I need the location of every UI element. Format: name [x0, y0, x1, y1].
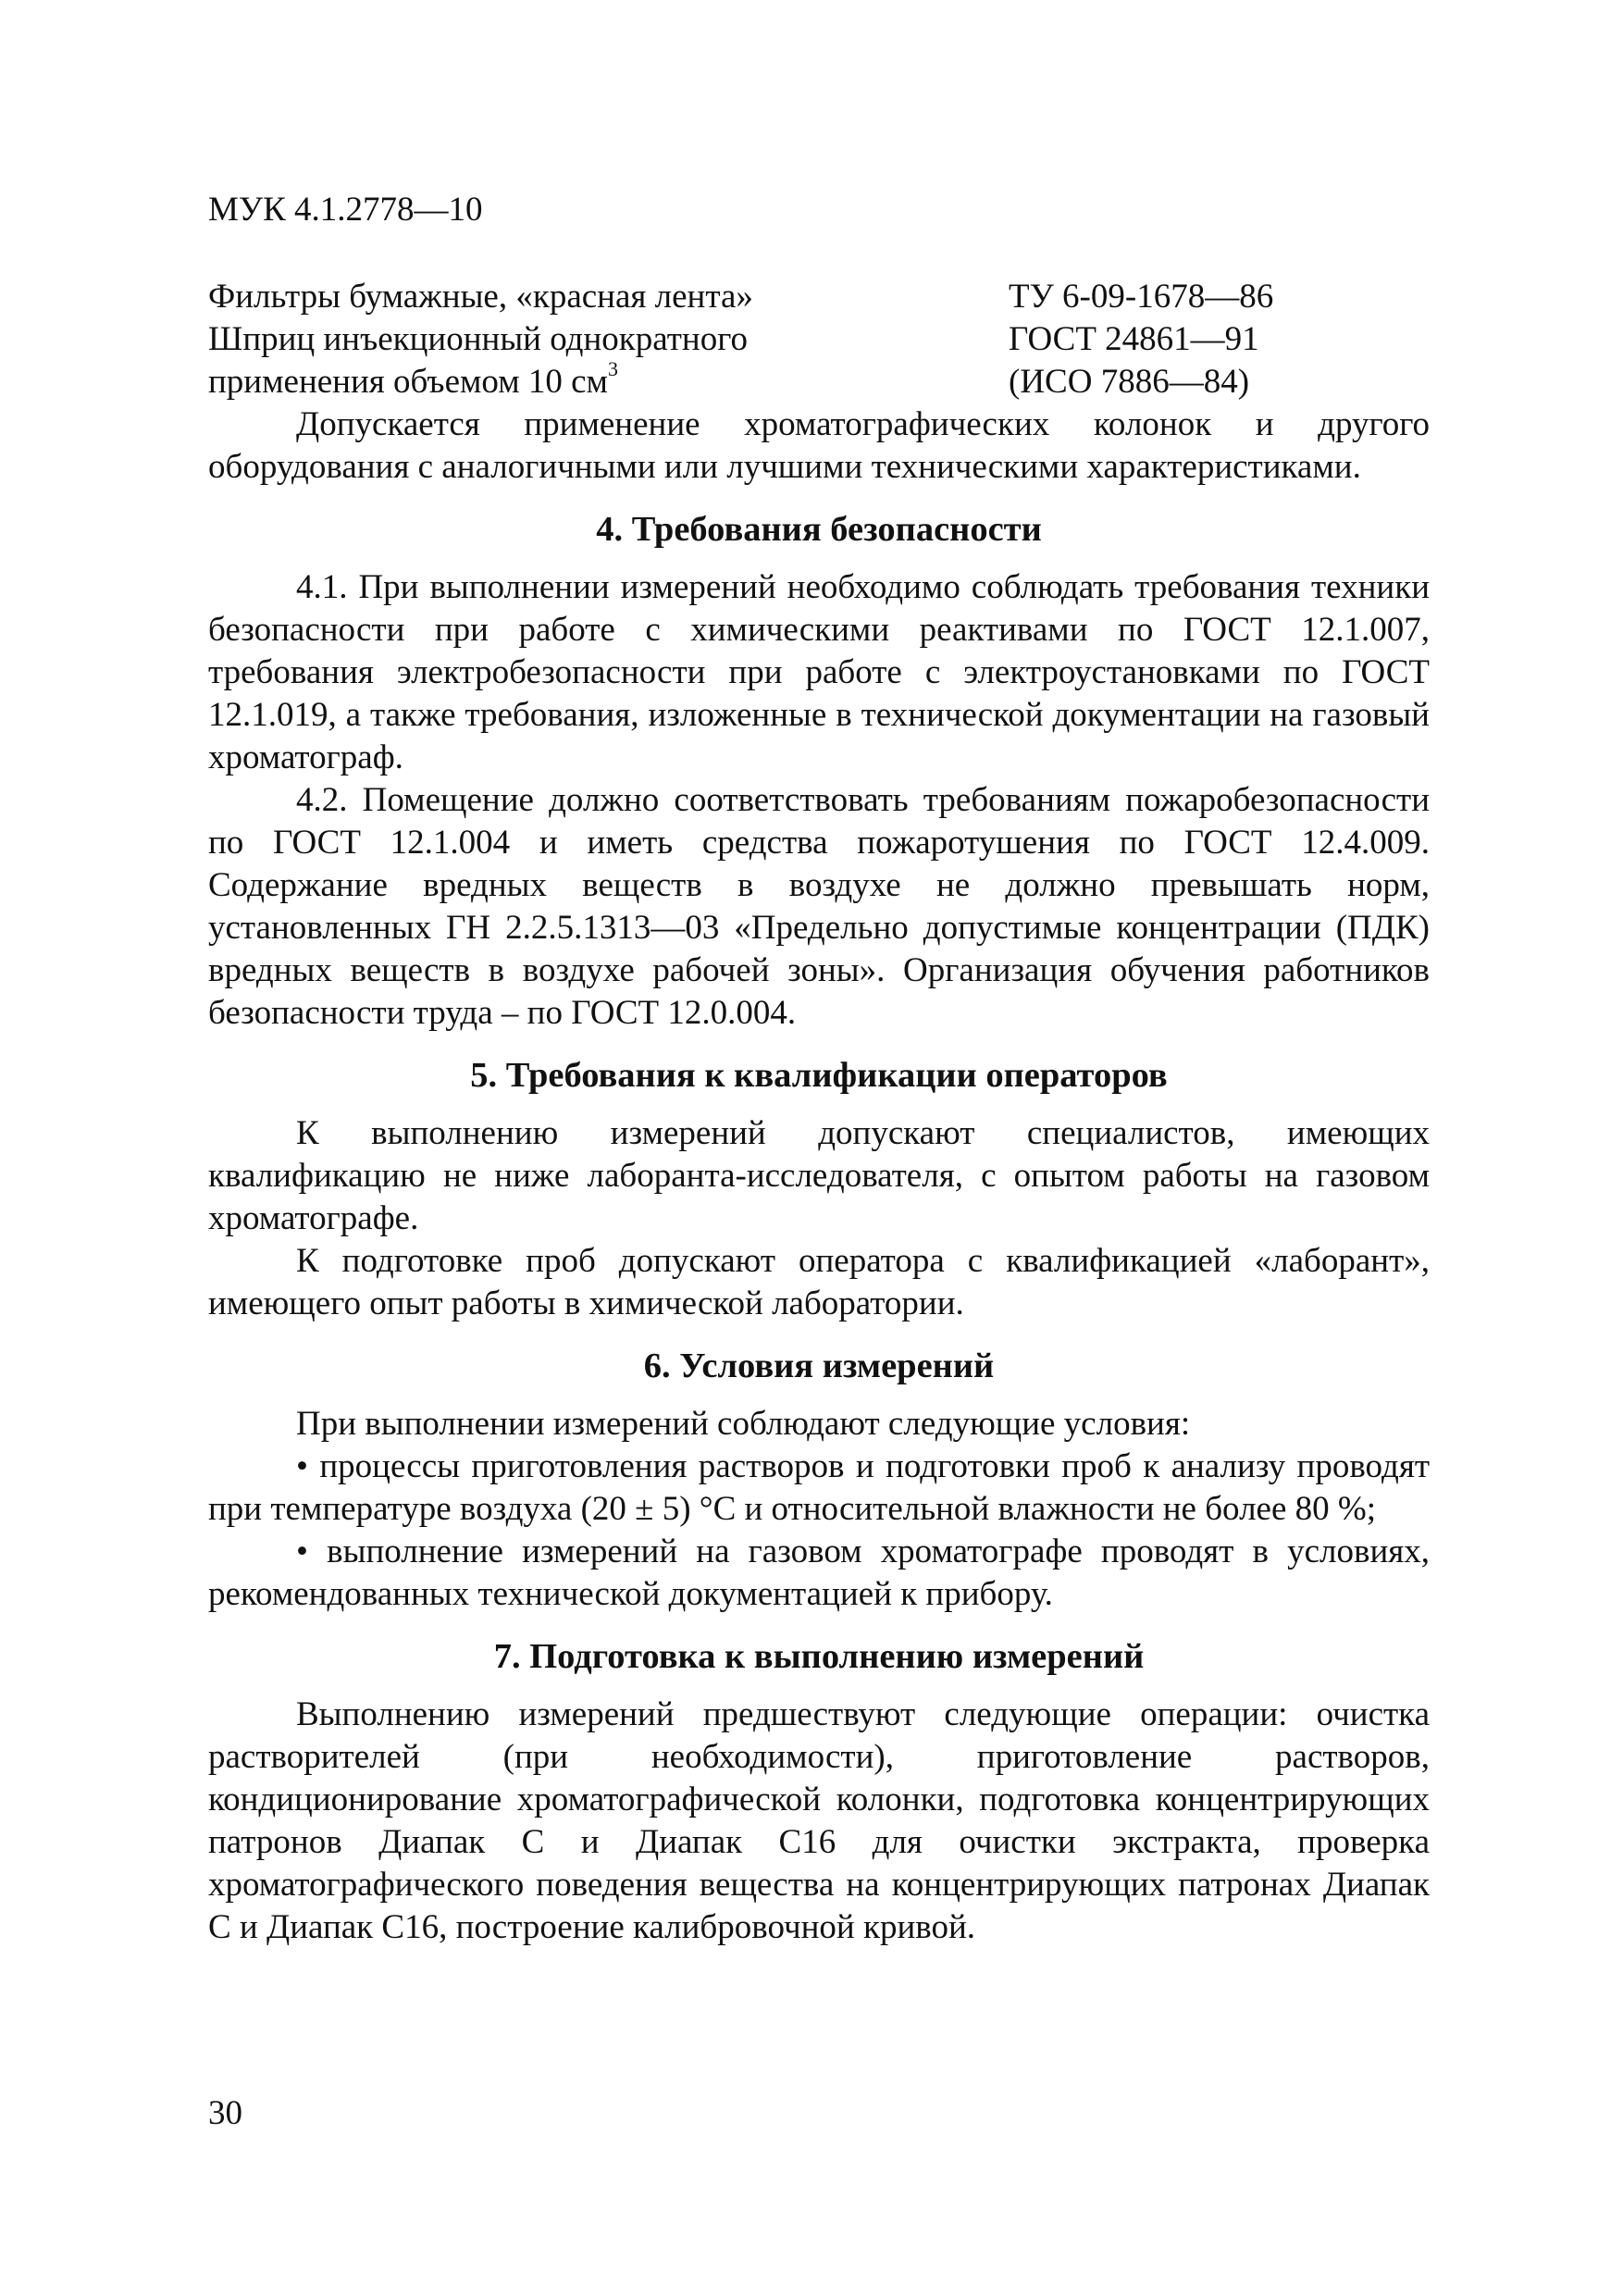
equipment-name-wrap: [208, 357, 618, 403]
equipment-item: [208, 276, 1430, 318]
section-6-intro: При выполнении измерений соблюдают следующие условия:: [296, 1405, 1191, 1443]
equipment-spec: ТУ 6-09-1678—86: [1009, 278, 1274, 316]
section-7-paragraph-1: Выполнению измерений предшествуют следующие операции: очистка растворителей (при необходимости), приготовление растворов, кондиционирование хроматографической колонки, подготовка концентрирующих патронов Диапак С и Диапак С16 для очистки экстракта, проверка хроматографического поведения вещества на концентрирующих патронах Диапак С и Диапак С16, построение калибровочной кривой.: [208, 1695, 1430, 1946]
equipment-name: Шприц инъекционный однократного: [208, 320, 748, 358]
section-4-paragraph-2: 4.2. Помещение должно соответствовать требованиям пожаробезопасности по ГОСТ 12.1.004 и иметь средства пожаротушения по ГОСТ 12.4.009. Содержание вредных веществ в воздухе не должно превышать норм, установленных ГН 2.2.5.1313—03 «Предельно допустимые концентрации (ПДК) вредных веществ в воздухе рабочей зоны». Организация обучения работников безопасности труда – по ГОСТ 12.0.004.: [208, 781, 1430, 1032]
section-6-bullet-1: [208, 1446, 1430, 1531]
section-6-title: 6. Условия измерений: [643, 1347, 995, 1385]
equipment-name: Фильтры бумажные, «красная лента»: [208, 278, 753, 316]
equipment-list: [208, 276, 1430, 403]
section-5-title: 5. Требования к квалификации операторов: [470, 1056, 1168, 1095]
equipment-spec: ГОСТ 24861—91: [1009, 320, 1259, 358]
section-4-title: 4. Требования безопасности: [596, 510, 1042, 549]
page-number: 30: [208, 2094, 242, 2132]
bullet-icon: •: [296, 1533, 308, 1570]
equipment-spec: (ИСО 7886—84): [1009, 363, 1250, 401]
document-body: [208, 403, 1430, 1949]
equipment-note: Допускается применение хроматографических колонок и другого оборудования с аналогичными или лучшими техническими характеристиками.: [208, 405, 1430, 486]
bullet-text: процессы приготовления растворов и подготовки проб к анализу проводят при температуре воздуха (20 ± 5) °С и относительной влажности не более 80 %;: [208, 1447, 1431, 1528]
equipment-name: применения объемом 10 см: [208, 363, 608, 401]
equipment-item: [208, 318, 1430, 361]
section-7-title: 7. Подготовка к выполнению измерений: [493, 1637, 1145, 1676]
equipment-item: [208, 357, 1430, 403]
section-5-paragraph-1: К выполнению измерений допускают специалистов, имеющих квалификацию не ниже лаборанта-исследователя, с опытом работы на газовом хроматографе.: [208, 1114, 1430, 1237]
doc-code-header: МУК 4.1.2778—10: [208, 191, 483, 229]
section-6-bullet-2: [208, 1531, 1430, 1616]
unit-superscript: 3: [607, 357, 618, 380]
bullet-text: выполнение измерений на газовом хроматографе проводят в условиях, рекомендованных технической документацией к прибору.: [208, 1533, 1431, 1613]
section-4-paragraph-1: 4.1. При выполнении измерений необходимо соблюдать требования техники безопасности при работе с химическими реактивами по ГОСТ 12.1.007, требования электробезопасности при работе с электроустановками по ГОСТ 12.1.019, а также требования, изложенные в технической документации на газовый хроматограф.: [208, 568, 1430, 776]
section-5-paragraph-2: К подготовке проб допускают оператора с квалификацией «лаборант», имеющего опыт работы в химической лаборатории.: [208, 1242, 1430, 1322]
bullet-icon: •: [296, 1447, 308, 1485]
